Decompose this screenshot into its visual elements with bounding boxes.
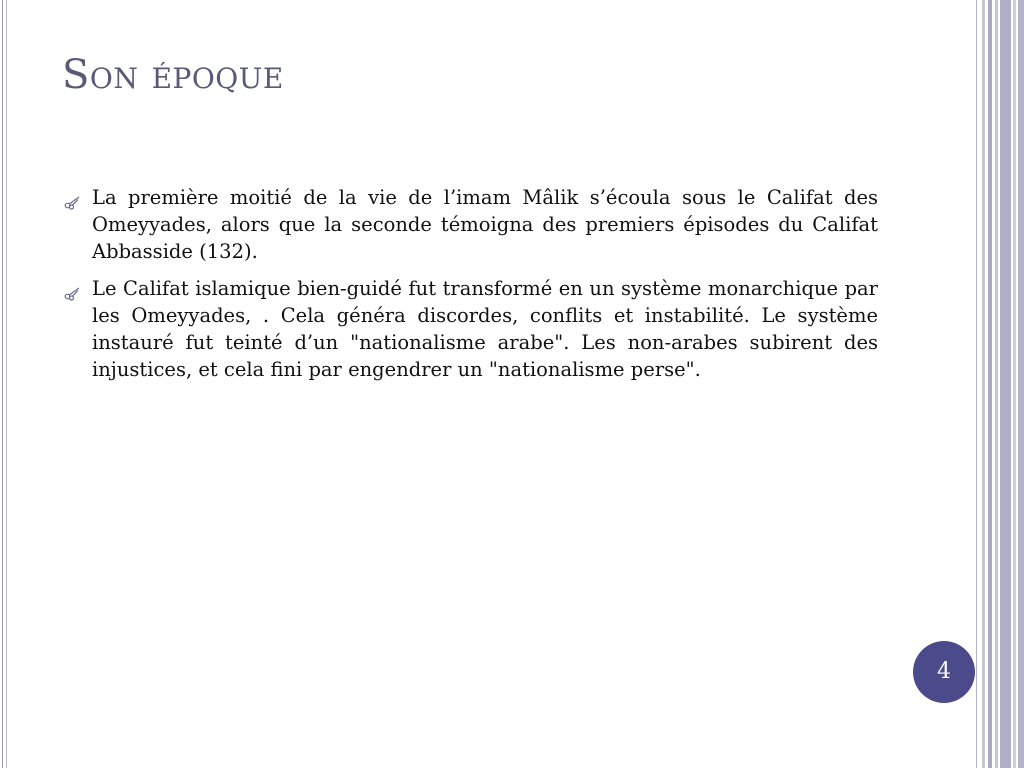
bullet-list <box>62 184 878 393</box>
right-decorative-stripes <box>976 0 1024 768</box>
scissors-icon <box>64 281 80 297</box>
page-number-badge: 4 <box>913 641 975 703</box>
stripe <box>1013 0 1016 768</box>
stripe <box>1000 0 1011 768</box>
bullet-text: La première moitié de la vie de l’imam Mâlik s’écoula sous le Califat des Omeyyades, alors que la seconde témoigna des premiers épisodes du Califat Abbasside (132). <box>92 186 878 263</box>
scissors-icon <box>64 190 80 206</box>
slide-title: Son époque <box>62 52 284 98</box>
left-border-line <box>6 0 7 768</box>
bullet-item <box>62 184 878 265</box>
left-border <box>0 0 8 768</box>
stripe <box>976 0 977 768</box>
stripe <box>995 0 998 768</box>
bullet-item <box>62 275 878 383</box>
left-border-line <box>2 0 3 768</box>
stripe <box>982 0 985 768</box>
stripe <box>988 0 992 768</box>
bullet-text: Le Califat islamique bien-guidé fut transformé en un système monarchique par les Omeyyades, . Cela généra discordes, conflits et instabilité. Le système instauré fut teinté d’un "nationalisme arabe". Les non-arabes subirent des injustices, et cela fini par engendrer un "nationalisme perse". <box>92 277 878 381</box>
stripe <box>1018 0 1024 768</box>
